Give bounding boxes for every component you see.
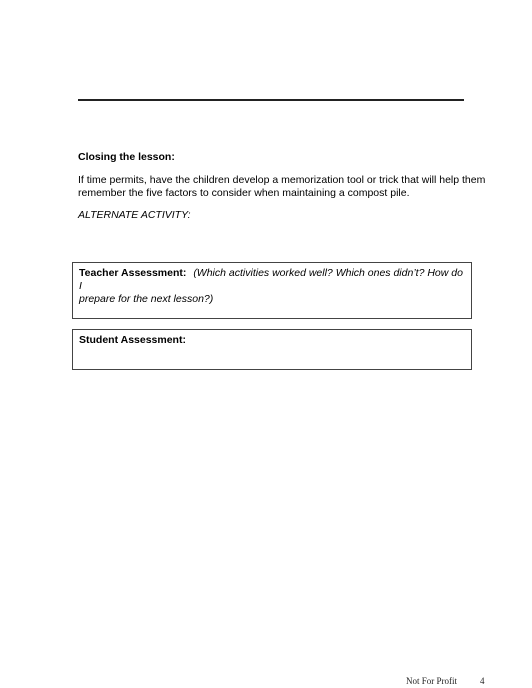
teacher-assessment-box (72, 262, 472, 319)
page-number: 4 (480, 676, 485, 686)
teacher-assessment-prompt-line-1: (Which activities worked well? Which ones didn’t? How do I (79, 267, 463, 292)
closing-body-line-2: remember the five factors to consider when maintaining a compost pile. (78, 187, 410, 199)
footer-note: Not For Profit (406, 676, 458, 686)
student-assessment-label: Student Assessment: (79, 334, 186, 346)
alternate-activity-label: ALTERNATE ACTIVITY: (78, 209, 191, 221)
closing-heading: Closing the lesson: (78, 151, 175, 163)
closing-body-line-1: If time permits, have the children develop a memorization tool or trick that will help them (78, 174, 486, 186)
teacher-assessment-prompt-line-2: prepare for the next lesson?) (79, 293, 214, 305)
teacher-assessment-label: Teacher Assessment: (79, 267, 187, 279)
horizontal-divider (78, 99, 464, 101)
student-assessment-box (72, 329, 472, 370)
